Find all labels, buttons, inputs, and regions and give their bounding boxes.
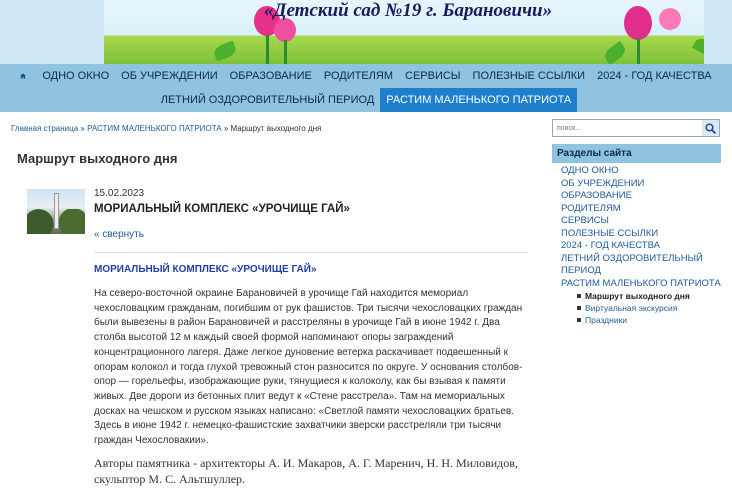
sidebar-item-patriot-label[interactable]: РАСТИМ МАЛЕНЬКОГО ПАТРИОТА [561,277,721,289]
sidebar-subitem-marshrut[interactable]: Маршрут выходного дня [577,290,721,302]
article-body: На северо-восточной окраине Барановичей в урочище Гай находится мемориал чехословацким гражданам, погибшим от рук фашистов. Три тысячи чехословацких граждан были вывезены в район Барановичей и расстреляны в урочище Гай в июне 1942 г. Два столба высотой 12 м каждый своей формой напоминают опоры заграждений концентрационного лагеря. Даже легкое дуновение ветерка раскачивает подвешенный к опорам колокол и тогда глухой тревожный стон разносится по округе. У основания столбов-опор — горельефы, изображающие руки, тянущиеся к колоколу, как бы взывая к памяти живых. Две дороги из бетонных плит ведут к «Стене расстрела». Там на мемориальных досках на чешском и русском языках написано: «Светлой памяти чехословацких братьев. Здесь в июне 1942 г. немецко-фашистские захватчики зверски расстреляли три тысячи граждан Чехословакии». [94,288,523,447]
collapse-link[interactable]: « свернуть [94,229,144,240]
article-authors: Авторы памятника - архитекторы А. И. Макаров, А. Г. Маренич, Н. Н. Миловидов, скульптор М. С. Альтшуллер. [94,456,518,486]
article-title: МОРИАЛЬНЫЙ КОМПЛЕКС «УРОЧИЩЕ ГАЙ» [94,203,350,215]
article-thumbnail[interactable] [27,189,85,234]
banner-image [104,0,704,64]
divider [94,252,528,253]
flower-decoration [659,8,681,30]
sidebar-menu [561,165,721,326]
sidebar-item-servisy[interactable]: СЕРВИСЫ [561,215,609,226]
article-subheading: МОРИАЛЬНЫЙ КОМПЛЕКС «УРОЧИЩЕ ГАЙ» [94,264,317,275]
header-banner [0,0,732,64]
article-date: 15.02.2023 [94,188,145,199]
sidebar-submenu [577,290,721,326]
main-nav [0,64,732,112]
site-title: «Детский сад №19 г. Барановичи» [264,0,553,21]
sidebar-item-god-kachestva[interactable]: 2024 - ГОД КАЧЕСТВА [561,240,660,251]
sidebar-item-roditelyam[interactable]: РОДИТЕЛЯМ [561,202,621,214]
nav-item-odno-okno[interactable]: ОДНО ОКНО [42,70,110,82]
sidebar-subitem-prazdniki[interactable]: Праздники [577,314,721,326]
sidebar-item-obrazovanie[interactable]: ОБРАЗОВАНИЕ [561,190,632,201]
nav-item-obrazovanie[interactable]: ОБРАЗОВАНИЕ [229,70,312,82]
stem-decoration [284,40,287,64]
breadcrumb-separator: » [78,124,88,133]
search-button[interactable] [702,120,719,136]
page-title: Маршрут выходного дня [17,151,178,166]
sidebar-item-patriot [561,278,721,327]
stem-decoration [266,34,269,64]
sidebar-item-odno-okno[interactable]: ОДНО ОКНО [561,165,619,176]
sidebar-item-letniy-period[interactable]: ЛЕТНИЙ ОЗДОРОВИТЕЛЬНЫЙ ПЕРИОД [561,252,703,276]
breadcrumb-separator: » [221,124,231,133]
nav-item-poleznye-ssylki[interactable]: ПОЛЕЗНЫЕ ССЫЛКИ [472,70,586,82]
nav-item-letniy-period[interactable]: ЛЕТНИЙ ОЗДОРОВИТЕЛЬНЫЙ ПЕРИОД [160,94,375,106]
leaf-decoration [602,41,628,64]
nav-item-ob-uchrezhdenii[interactable]: ОБ УЧРЕЖДЕНИИ [121,70,218,82]
nav-item-servisy[interactable]: СЕРВИСЫ [405,70,461,82]
sidebar-item-poleznye-ssylki[interactable]: ПОЛЕЗНЫЕ ССЫЛКИ [561,227,659,239]
leaf-decoration [692,35,704,58]
flower-decoration [624,6,652,40]
search-box [552,119,720,137]
sidebar-title: Разделы сайта [552,144,721,163]
sidebar-item-ob-uchrezhdenii[interactable]: ОБ УЧРЕЖДЕНИИ [561,177,645,189]
search-input[interactable] [553,120,703,136]
sidebar-subitem-virtual[interactable]: Виртуальная экскурсия [577,302,721,314]
nav-item-patriot-active[interactable]: РАСТИМ МАЛЕНЬКОГО ПАТРИОТА [380,88,577,112]
leaf-decoration [212,41,237,62]
stem-decoration [637,38,640,64]
nav-item-god-kachestva[interactable]: 2024 - ГОД КАЧЕСТВА [597,70,712,82]
breadcrumb-section-link[interactable]: РАСТИМ МАЛЕНЬКОГО ПАТРИОТА [87,124,222,133]
breadcrumb-current: Маршрут выходного дня [230,124,322,133]
breadcrumb-home-link[interactable]: Главная страница [11,124,79,133]
breadcrumb [11,124,321,133]
nav-item-roditelyam[interactable]: РОДИТЕЛЯМ [323,70,393,82]
search-icon [705,123,716,134]
home-icon[interactable] [14,64,32,88]
